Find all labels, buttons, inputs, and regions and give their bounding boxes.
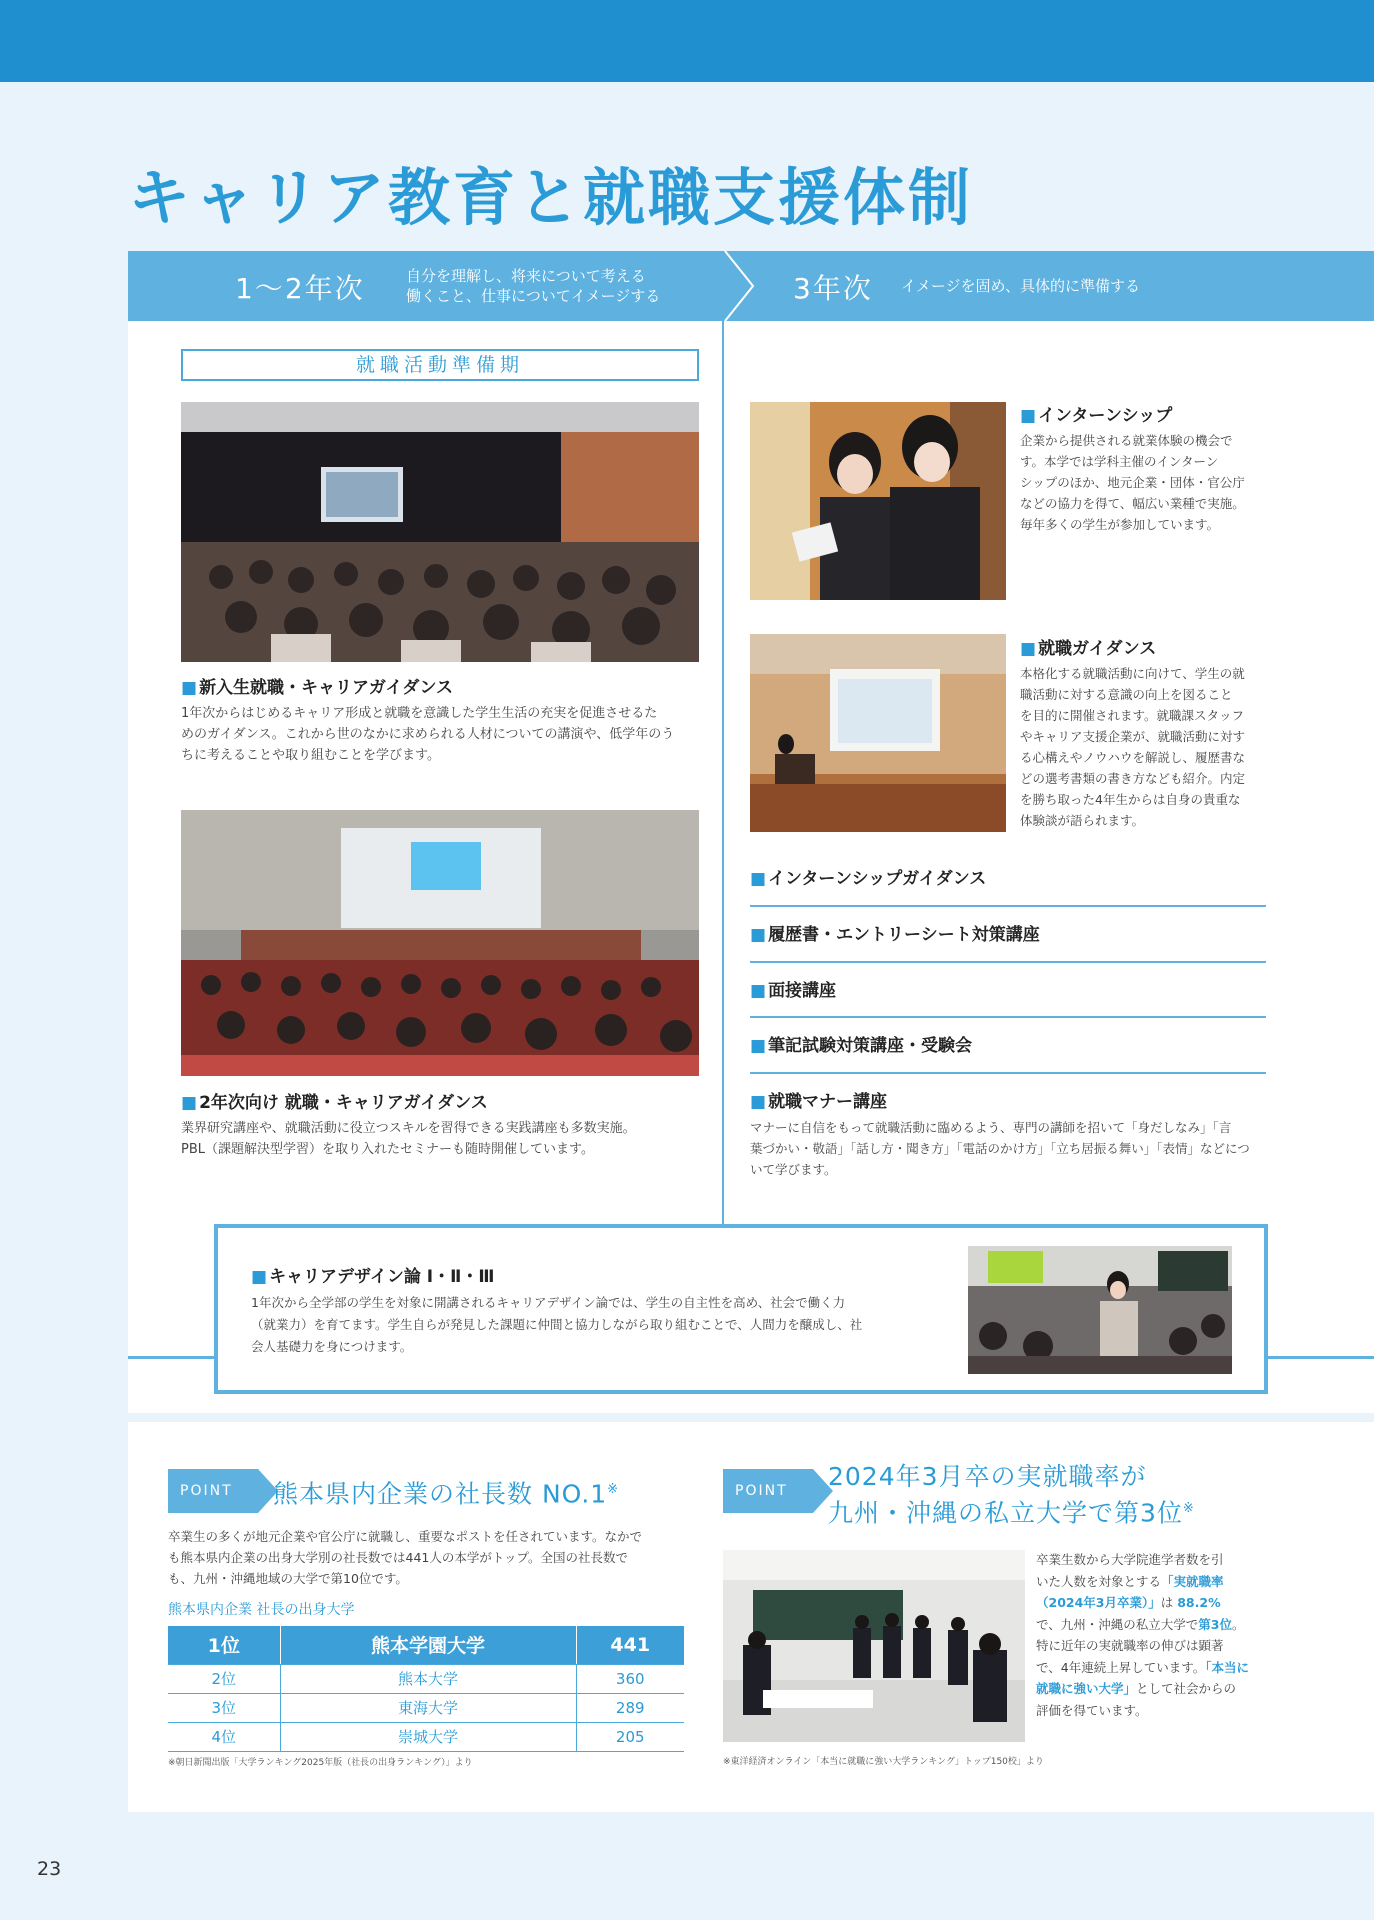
list-item-interview-course: ■ 面接講座 bbox=[750, 981, 837, 1001]
header-desc-line-2: 働くこと、仕事についてイメージする bbox=[406, 287, 661, 305]
top-bar bbox=[0, 0, 1374, 82]
second-year-guidance-text: 業界研究講座や、就職活動に役立つスキルを習得できる実践講座も多数実施。 PBL（課題解決型学習）を取り入れたセミナーも随時開催しています。 bbox=[181, 1121, 636, 1157]
list-divider bbox=[750, 1072, 1266, 1074]
point-1-note: ※朝日新聞出版「大学ランキング2025年版（社長の出身ランキング）」より bbox=[168, 1758, 473, 1768]
section-title-job-guidance: ■ 就職ガイダンス bbox=[1020, 639, 1157, 659]
list-item-manner-course: ■ 就職マナー講座 bbox=[750, 1092, 888, 1112]
point-2-title-line-1: 2024年3月卒の実就職率が bbox=[828, 1462, 1147, 1491]
section-title-second-year-guidance: ■ 2年次向け 就職・キャリアガイダンス bbox=[181, 1093, 488, 1113]
interview-practice-photo bbox=[723, 1550, 1025, 1742]
point-tag-2: POINT bbox=[723, 1469, 813, 1513]
list-divider bbox=[750, 905, 1266, 907]
list-item-written-exam-course: ■ 筆記試験対策講座・受験会 bbox=[750, 1036, 973, 1056]
section-title-internship: ■ インターンシップ bbox=[1020, 406, 1173, 426]
header-year-1-2: 1～2年次 bbox=[235, 272, 365, 305]
page-number: 23 bbox=[37, 1858, 62, 1880]
table-row: 1位 熊本学園大学 441 bbox=[168, 1626, 684, 1664]
header-desc-line-1: 自分を理解し、将来について考える bbox=[406, 267, 646, 285]
list-divider bbox=[750, 961, 1266, 963]
header-year-3: 3年次 bbox=[793, 272, 873, 305]
president-rank-table bbox=[168, 1626, 684, 1752]
connector-line-left bbox=[128, 1356, 214, 1359]
internship-photo bbox=[750, 402, 1006, 600]
list-item-internship-guidance: ■ インターンシップガイダンス bbox=[750, 869, 987, 889]
section-title-freshman-guidance: ■ 新入生就職・キャリアガイダンス bbox=[181, 678, 454, 698]
point-2-text: 卒業生数から大学院進学者数を引 いた人数を対象とする「実就職率 （2024年3月卒業）」は 88.2% で、九州・沖縄の私立大学で第3位。 特に近年の実就職率の伸びは顕著 で、4年連続上昇しています。「本当に 就職に強い大学」として社会からの 評価を得ています。 bbox=[1036, 1552, 1249, 1718]
point-2-note: ※東洋経済オンライン「本当に就職に強い大学ランキング」トップ150校」より bbox=[723, 1757, 1044, 1767]
career-design-box bbox=[214, 1224, 1268, 1394]
point-1-title: 熊本県内企業の社長数 NO.1※ bbox=[273, 1479, 620, 1509]
column-divider bbox=[722, 321, 724, 1226]
list-divider bbox=[750, 1016, 1266, 1018]
table-row: 2位 熊本大学 360 bbox=[168, 1664, 684, 1693]
job-guidance-photo bbox=[750, 634, 1006, 832]
header-band-right bbox=[723, 251, 1374, 321]
manner-course-text: マナーに自信をもって就職活動に臨めるよう、専門の講師を招いて「身だしなみ」「言 葉づかい・敬語」「話し方・聞き方」「電話のかけ方」「立ち居振る舞い」「表情」などにつ いて学びます。 bbox=[750, 1120, 1250, 1177]
list-item-resume-course: ■ 履歴書・エントリーシート対策講座 bbox=[750, 925, 1040, 945]
career-design-class-photo bbox=[968, 1246, 1232, 1374]
page-title: キャリア教育と就職支援体制 bbox=[128, 161, 974, 234]
point-2-title-line-2: 九州・沖縄の私立大学で第3位※ bbox=[828, 1498, 1195, 1528]
point-tag-1: POINT bbox=[168, 1469, 258, 1513]
header-arrow-icon bbox=[722, 251, 758, 321]
header-band-left bbox=[128, 251, 723, 321]
career-design-text: 1年次から全学部の学生を対象に開講されるキャリアデザイン論では、学生の自主性を高め、社会で働く力 （就業力）を育てます。学生自らが発見した課題に仲間と協力しながら取り組むことで、人間力を醸成し、社 会人基礎力を身につけます。 bbox=[251, 1295, 863, 1354]
table-row: 3位 東海大学 289 bbox=[168, 1693, 684, 1722]
point-1-text: 卒業生の多くが地元企業や官公庁に就職し、重要なポストを任されています。なかで も熊本県内企業の出身大学別の社長数では441人の本学がトップ。全国の社長数で も、九州・沖縄地域の大学で第10位です。 bbox=[168, 1529, 643, 1586]
prep-period-label: 就職活動準備期 bbox=[181, 349, 699, 381]
auditorium-guidance-photo bbox=[181, 402, 699, 662]
internship-text: 企業から提供される就業体験の機会で す。本学では学科主催のインターン シップのほか、地元企業・団体・官公庁 などの協力を得て、幅広い業種で実施。 毎年多くの学生が参加しています。 bbox=[1020, 433, 1245, 532]
job-guidance-text: 本格化する就職活動に向けて、学生の就 職活動に対する意識の向上を図ること を目的に開催されます。就職課スタッフ やキャリア支援企業が、就職活動に対す る心構えやノウハウを解説し、履歴書な どの選考書類の書き方なども紹介。内定 を勝ち取った4年生からは自身の貴重な 体験談が語られます。 bbox=[1020, 666, 1246, 828]
table-row: 4位 崇城大学 205 bbox=[168, 1722, 684, 1751]
connector-line-right bbox=[1268, 1356, 1374, 1359]
career-design-title: ■ キャリアデザイン論 Ⅰ・Ⅱ・Ⅲ bbox=[251, 1267, 495, 1287]
second-year-guidance-photo bbox=[181, 810, 699, 1076]
header-desc-3: イメージを固め、具体的に準備する bbox=[901, 277, 1140, 295]
freshman-guidance-text: 1年次からはじめるキャリア形成と就職を意識した学生生活の充実を促進させるた めのガイダンス。これから世のなかに求められる人材についての講演や、低学年のう ちに考えることや取り組むことを学びます。 bbox=[181, 706, 675, 763]
rank-table-caption: 熊本県内企業 社長の出身大学 bbox=[168, 1602, 355, 1618]
